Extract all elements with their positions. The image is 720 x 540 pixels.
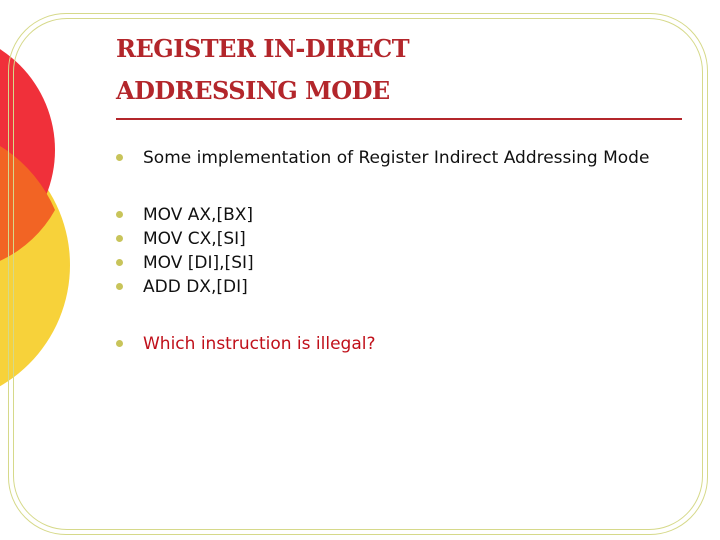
bullet-dot-icon xyxy=(116,283,123,290)
question-text: Which instruction is illegal? xyxy=(143,334,376,354)
bullet-text: MOV AX,[BX] xyxy=(143,205,254,225)
bullet-item xyxy=(115,203,655,227)
bullet-dot-icon xyxy=(116,211,123,218)
bullet-text: ADD DX,[DI] xyxy=(143,277,248,297)
bullet-text: MOV CX,[SI] xyxy=(143,229,246,249)
slide-title-line-1: REGISTER IN-DIRECT xyxy=(116,34,410,63)
bullet-dot-icon xyxy=(116,235,123,242)
bullet-text: Some implementation of Register Indirect Addressing Mode xyxy=(143,148,650,168)
bullet-item xyxy=(115,146,655,170)
title-underline xyxy=(116,118,682,120)
bullet-item-question xyxy=(115,332,655,356)
bullet-text: MOV [DI],[SI] xyxy=(143,253,254,273)
bullet-item xyxy=(115,275,655,299)
slide-title-line-2: ADDRESSING MODE xyxy=(116,76,390,105)
bullet-dot-icon xyxy=(116,259,123,266)
bullet-dot-icon xyxy=(116,340,123,347)
bullet-item xyxy=(115,251,655,275)
slide-title xyxy=(116,28,676,112)
bullet-dot-icon xyxy=(116,154,123,161)
bullet-list xyxy=(115,146,655,356)
bullet-item xyxy=(115,227,655,251)
